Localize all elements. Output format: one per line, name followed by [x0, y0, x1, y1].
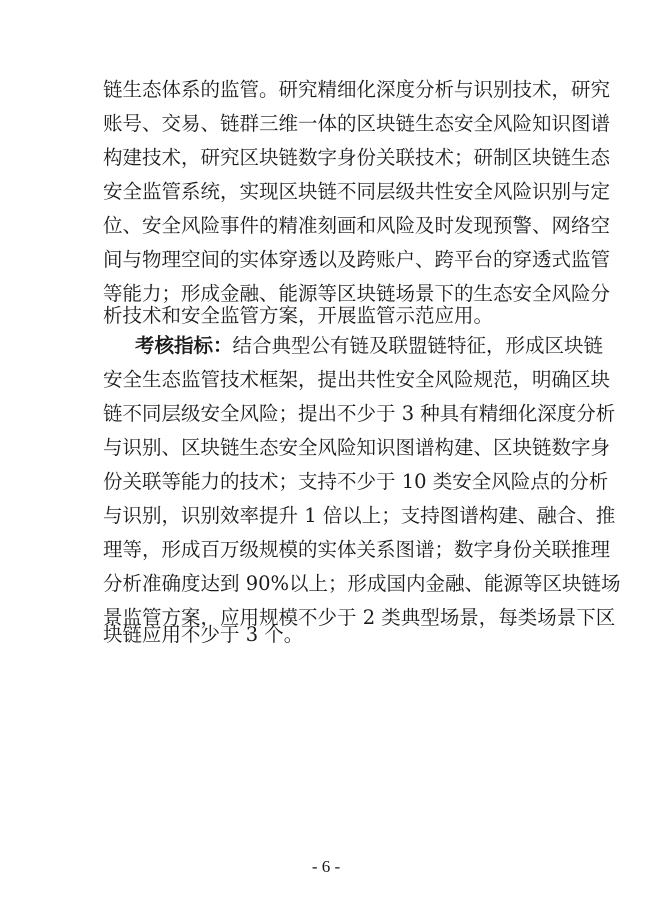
paragraph1-line-5: 位、安全风险事件的精准刻画和风险及时发现预警、网络空 [103, 214, 611, 237]
paragraph1-line-6: 间与物理空间的实体穿透以及跨账户、跨平台的穿透式监管 [103, 248, 611, 271]
paragraph2-line-3: 链不同层级安全风险；提出不少于 3 种具有精细化深度分析 [103, 402, 616, 425]
paragraph2-line-8: 分析准确度达到 90%以上；形成国内金融、能源等区块链场 [103, 572, 621, 595]
paragraph1-line-1: 链生态体系的监管。研究精细化深度分析与识别技术，研究 [103, 78, 611, 101]
paragraph2-first-line-text: 结合典型公有链及联盟链特征，形成区块链 [232, 334, 604, 357]
paragraph1-line-8: 析技术和安全监管方案，开展监管示范应用。 [103, 304, 494, 327]
paragraph2-line-6: 与识别，识别效率提升 1 倍以上；支持图谱构建、融合、推 [103, 504, 616, 527]
paragraph1-line-2: 账号、交易、链群三维一体的区块链生态安全风险知识图谱 [103, 112, 611, 135]
assessment-indicators-label: 考核指标： [135, 334, 233, 357]
paragraph2-line-4: 与识别、区块链生态安全风险知识图谱构建、区块链数字身 [103, 436, 611, 459]
paragraph1-line-7: 等能力；形成金融、能源等区块链场景下的生态安全风险分 [103, 282, 611, 305]
paragraph1-line-4: 安全监管系统，实现区块链不同层级共性安全风险识别与定 [103, 180, 611, 203]
paragraph1-line-3: 构建技术，研究区块链数字身份关联技术；研制区块链生态 [103, 146, 611, 169]
paragraph2-line-9: 景监管方案，应用规模不少于 2 类典型场景，每类场景下区 [103, 606, 616, 629]
paragraph2-first-line [135, 329, 604, 363]
paragraph2-line-10: 块链应用不少于 3 个。 [103, 623, 304, 646]
paragraph2-line-2: 安全生态监管技术框架，提出共性安全风险规范，明确区块 [103, 368, 611, 391]
paragraph2-line-7: 理等，形成百万级规模的实体关系图谱；数字身份关联推理 [103, 538, 611, 561]
page-number: - 6 - [311, 857, 341, 876]
paragraph2-line-5: 份关联等能力的技术；支持不少于 10 类安全风险点的分析 [103, 470, 609, 493]
